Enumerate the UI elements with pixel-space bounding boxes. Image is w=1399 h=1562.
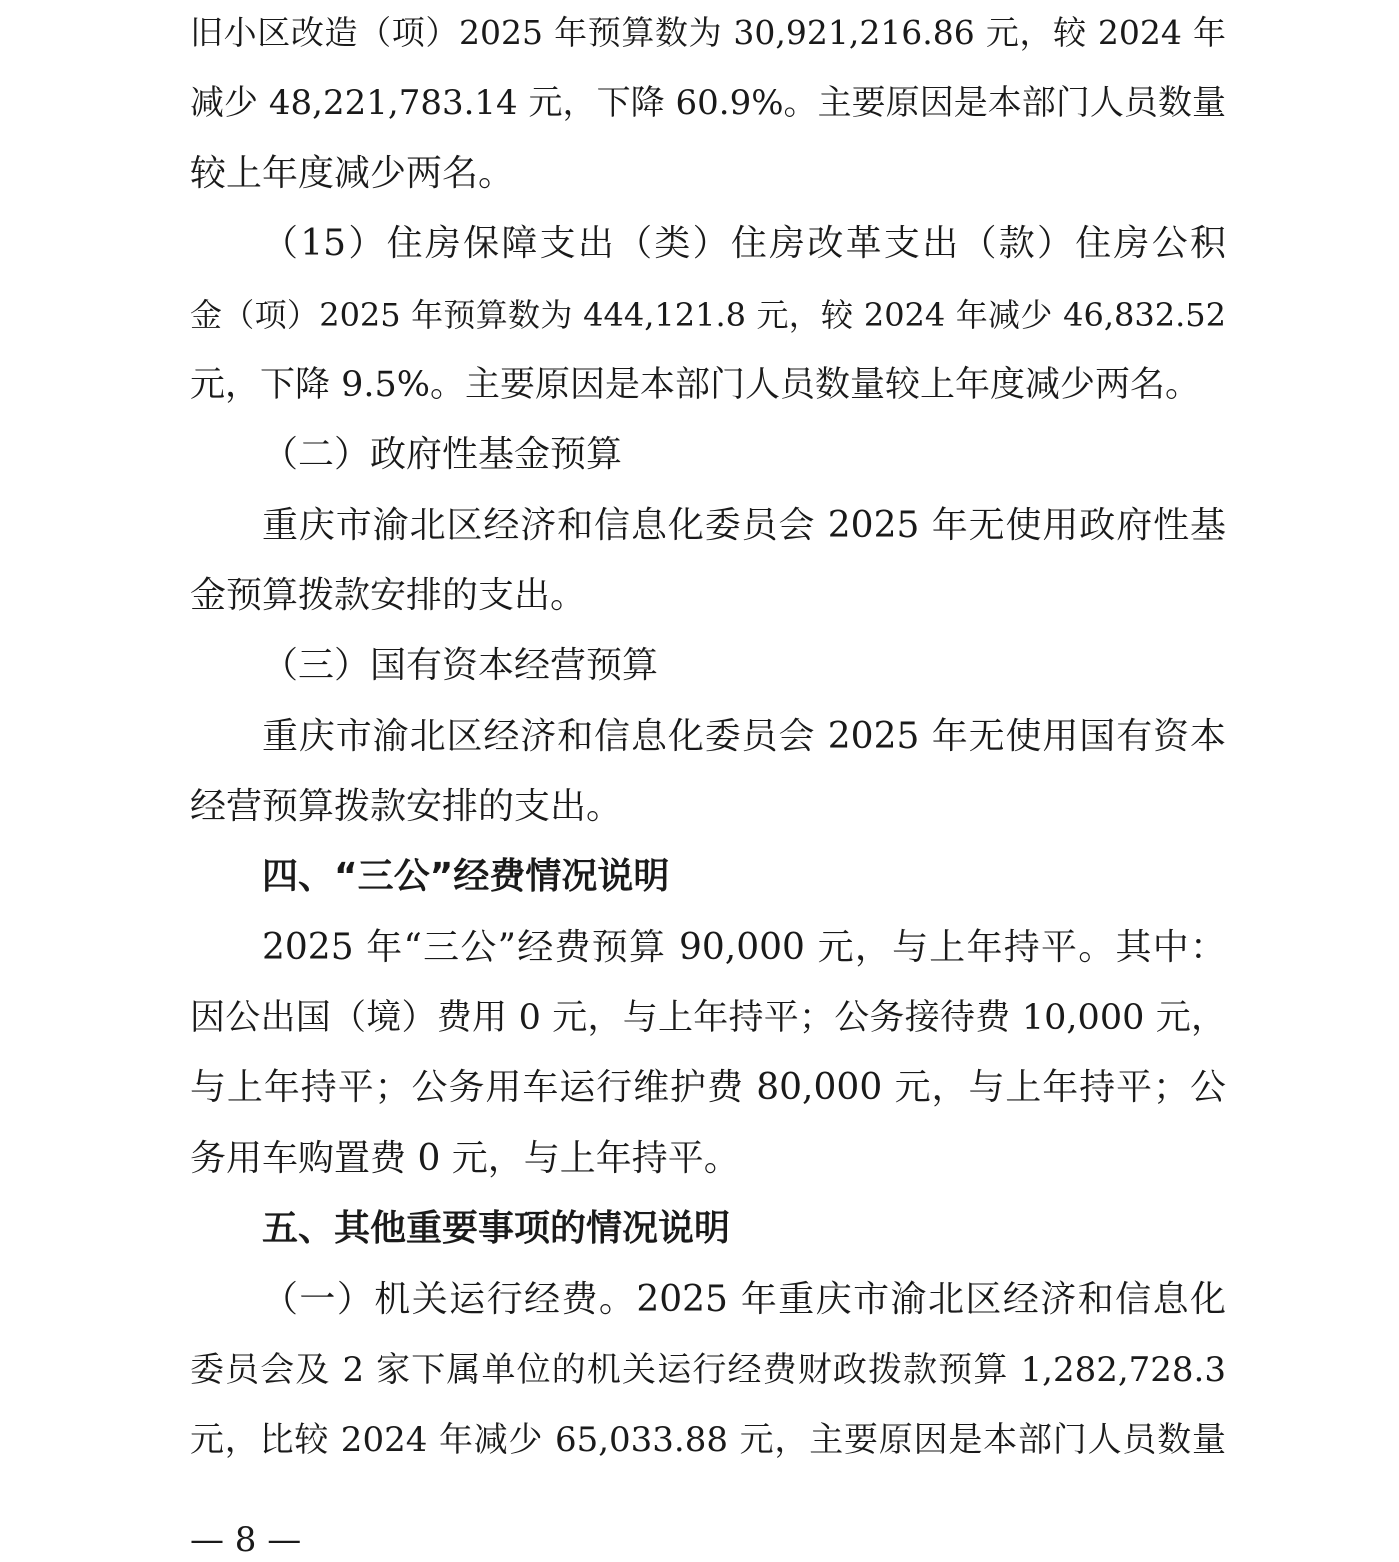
- paragraph-line: （15）住房保障支出（类）住房改革支出（款）住房公积: [262, 223, 1226, 264]
- paragraph-line: 旧小区改造（项）2025 年预算数为 30,921,216.86 元，较 2024 年: [190, 13, 1226, 52]
- page-number: — 8 —: [190, 1520, 302, 1560]
- paragraph-line: 重庆市渝北区经济和信息化委员会 2025 年无使用国有资本: [262, 716, 1226, 757]
- paragraph-line: 2025 年“三公”经费预算 90,000 元，与上年持平。其中：: [262, 927, 1226, 968]
- paragraph-line: 与上年持平；公务用车运行维护费 80,000 元，与上年持平；公: [190, 1067, 1226, 1108]
- section-heading: 四、“三公”经费情况说明: [262, 856, 670, 897]
- paragraph-line: 元，下降 9.5%。主要原因是本部门人员数量较上年度减少两名。: [190, 365, 1201, 405]
- section-heading: 五、其他重要事项的情况说明: [262, 1208, 731, 1249]
- paragraph-line: 务用车购置费 0 元，与上年持平。: [190, 1138, 740, 1179]
- paragraph-line: 较上年度减少两名。: [190, 153, 515, 194]
- paragraph-line: 委员会及 2 家下属单位的机关运行经费财政拨款预算 1,282,728.3: [190, 1350, 1226, 1390]
- section-subheading: （三）国有资本经营预算: [262, 645, 659, 686]
- paragraph-line: 因公出国（境）费用 0 元，与上年持平；公务接待费 10,000 元，: [190, 998, 1226, 1038]
- paragraph-line: 金（项）2025 年预算数为 444,121.8 元，较 2024 年减少 46,832.52: [190, 296, 1226, 334]
- section-subheading: （二）政府性基金预算: [262, 434, 623, 475]
- paragraph-line: 重庆市渝北区经济和信息化委员会 2025 年无使用政府性基: [262, 505, 1226, 546]
- paragraph-line: 元，比较 2024 年减少 65,033.88 元，主要原因是本部门人员数量: [190, 1420, 1226, 1460]
- paragraph-line: 金预算拨款安排的支出。: [190, 575, 587, 616]
- paragraph-line: 经营预算拨款安排的支出。: [190, 786, 623, 827]
- paragraph-line: 减少 48,221,783.14 元，下降 60.9%。主要原因是本部门人员数量: [190, 83, 1226, 123]
- paragraph-line: （一）机关运行经费。2025 年重庆市渝北区经济和信息化: [262, 1279, 1226, 1320]
